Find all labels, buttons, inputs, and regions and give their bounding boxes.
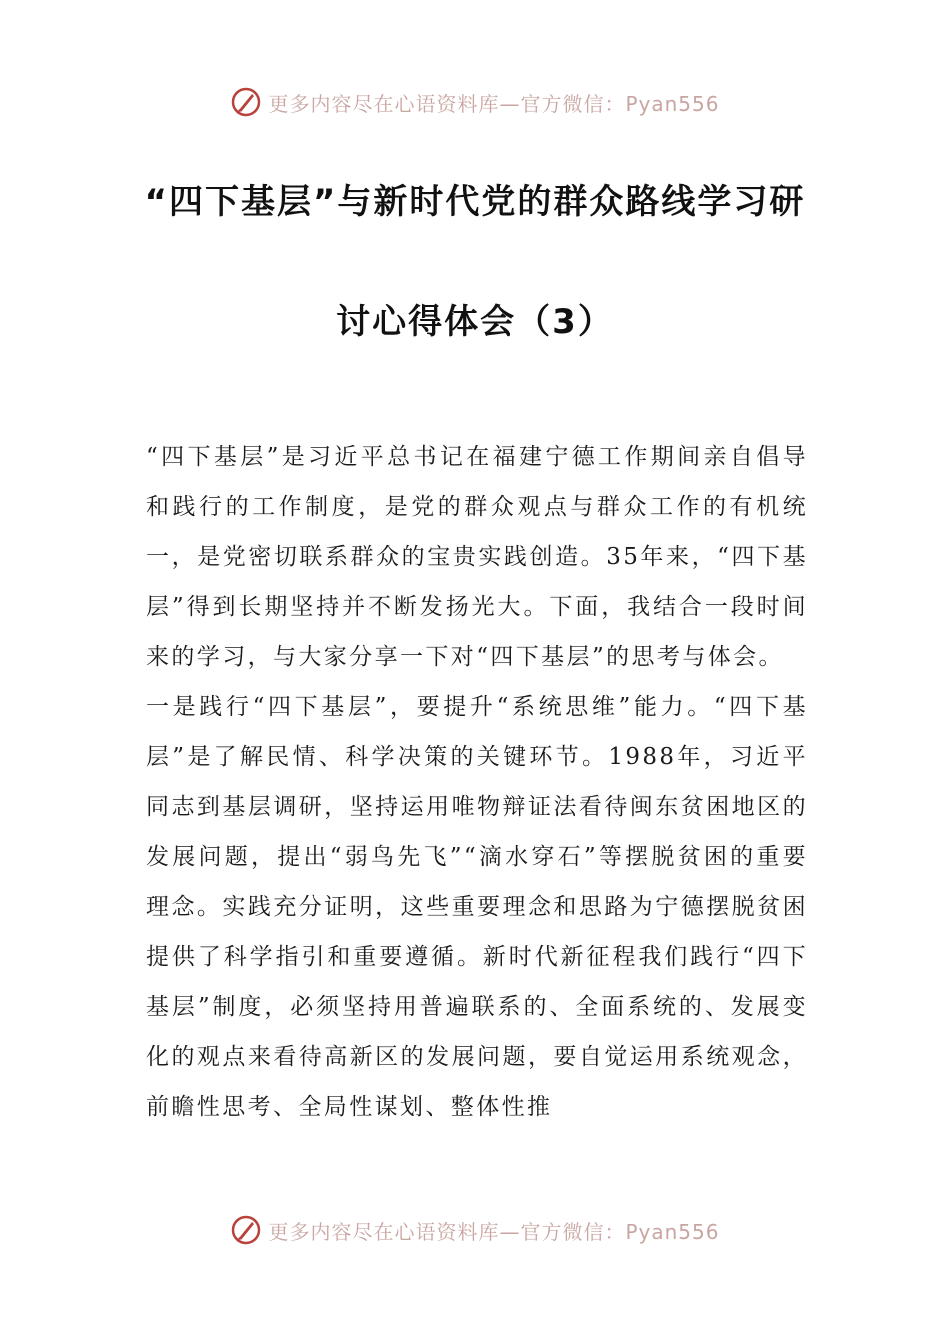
- watermark-banner-bottom: [0, 1210, 950, 1250]
- document-body: [146, 432, 808, 1132]
- watermark-banner-top: [0, 82, 950, 122]
- watermark-text-bottom: 更多内容尽在心语资料库—官方微信：Pyan556: [268, 1219, 720, 1244]
- quill-logo-icon: [230, 1214, 262, 1246]
- document-title-line-1: “四下基层”与新时代党的群众路线学习研: [144, 182, 806, 222]
- body-paragraph-2: 一是践行“四下基层”，要提升“系统思维”能力。“四下基层”是了解民情、科学决策的关键环节。1988年，习近平同志到基层调研，坚持运用唯物辩证法看待闽东贫困地区的发展问题，提出“弱鸟先飞”“滴水穿石”等摆脱贫困的重要理念。实践充分证明，这些重要理念和思路为宁德摆脱贫困提供了科学指引和重要遵循。新时代新征程我们践行“四下基层”制度，必须坚持用普遍联系的、全面系统的、发展变化的观点来看待高新区的发展问题，要自觉运用系统观念，前瞻性思考、全局性谋划、整体性推: [146, 694, 808, 1120]
- document-title-line-2: 讨心得体会（3）: [336, 302, 614, 342]
- body-paragraph-1: “四下基层”是习近平总书记在福建宁德工作期间亲自倡导和践行的工作制度，是党的群众观点与群众工作的有机统一，是党密切联系群众的宝贵实践创造。35年来，“四下基层”得到长期坚持并不断发扬光大。下面，我结合一段时间来的学习，与大家分享一下对“四下基层”的思考与体会。: [146, 444, 808, 670]
- quill-logo-icon: [230, 86, 262, 118]
- watermark-text-top: 更多内容尽在心语资料库—官方微信：Pyan556: [268, 91, 720, 116]
